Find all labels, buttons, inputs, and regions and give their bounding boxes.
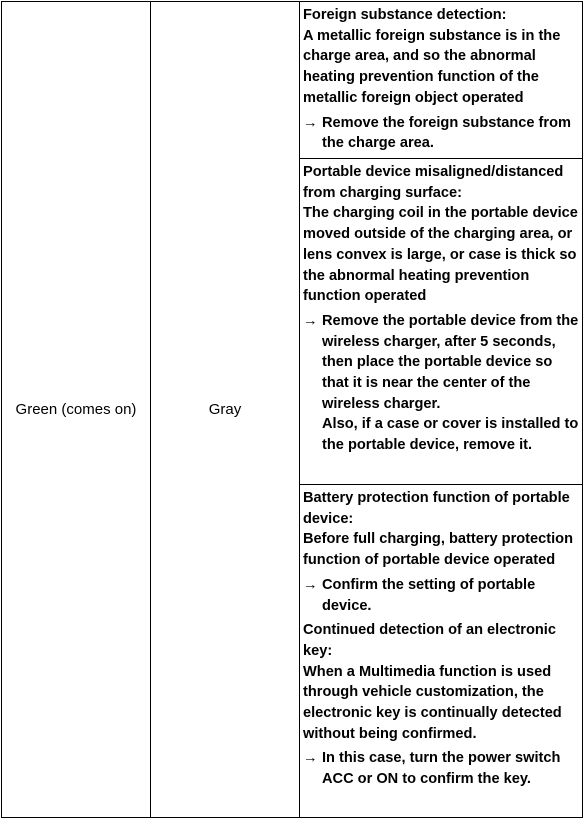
indicator-cell: Green (comes on) <box>2 2 151 818</box>
action-text: Confirm the setting of portable device. <box>322 576 536 614</box>
action-text-line: Remove the portable device from the wireless charger, after 5 seconds, then place the portable device so that it is near the center of the wireless charger. <box>322 312 579 412</box>
action-item <box>303 748 580 789</box>
status-cell: Gray <box>151 2 300 818</box>
action-text-line: Also, if a case or cover is installed to the portable device, remove it. <box>322 416 579 454</box>
table-row <box>2 2 583 159</box>
action-item <box>303 575 580 616</box>
cause-title: Portable device misaligned/distanced from charging surface: <box>303 164 564 201</box>
cause-cell-foreign-substance <box>300 2 583 159</box>
cause-description: The charging coil in the portable device moved outside of the charging area, or lens convex is large, or case is thick so the abnormal heating prevention function operated <box>303 205 578 305</box>
cause-cell-misaligned <box>300 159 583 485</box>
action-text: In this case, turn the power switch ACC or ON to confirm the key. <box>322 750 561 788</box>
cause-description: A metallic foreign substance is in the charge area, and so the abnormal heating prevention function of the metallic foreign object operated <box>303 27 561 106</box>
cause-description: When a Multimedia function is used through vehicle customization, the electronic key is continually detected without being confirmed. <box>303 663 562 742</box>
cause-title: Foreign substance detection: <box>303 7 507 23</box>
cause-title: Battery protection function of portable device: <box>303 490 570 527</box>
action-item <box>303 113 580 154</box>
arrow-icon: → <box>303 750 318 767</box>
cause-description: Before full charging, battery protection function of portable device operated <box>303 531 574 569</box>
arrow-icon: → <box>303 114 318 131</box>
cause-title: Continued detection of an electronic key: <box>303 622 556 659</box>
arrow-icon: → <box>303 576 318 593</box>
action-item <box>303 311 580 456</box>
troubleshooting-table <box>1 1 583 818</box>
action-text <box>322 311 580 456</box>
action-text: Remove the foreign substance from the charge area. <box>322 114 571 152</box>
cause-cell-battery-and-key <box>300 485 583 818</box>
arrow-icon: → <box>303 312 318 329</box>
